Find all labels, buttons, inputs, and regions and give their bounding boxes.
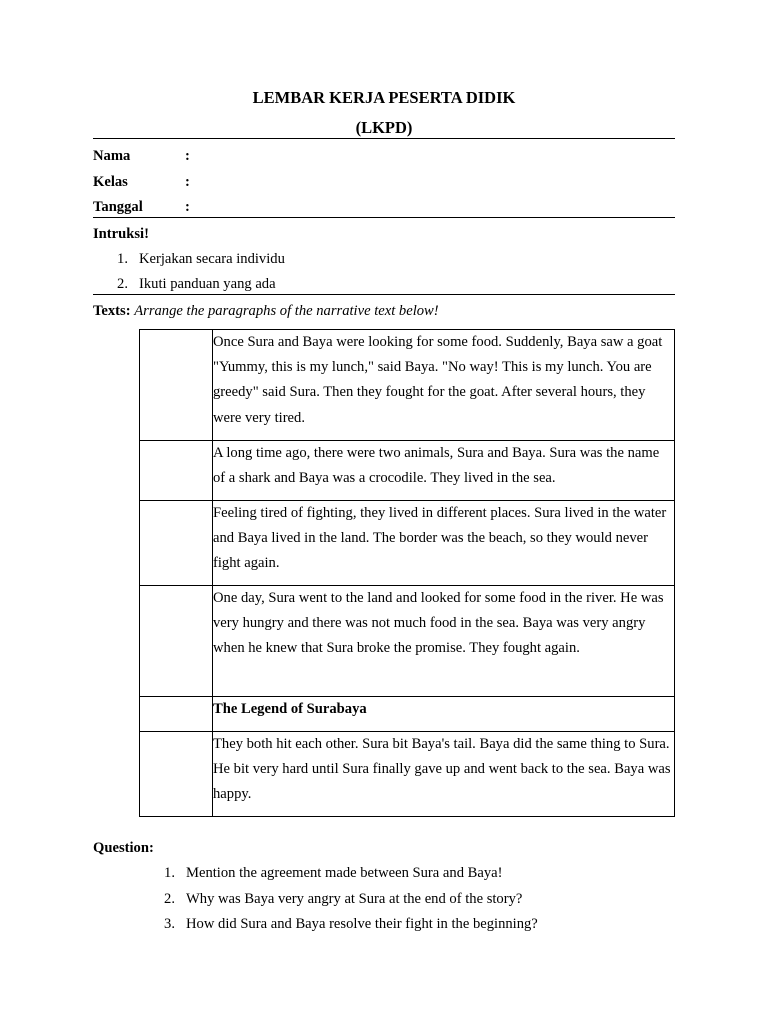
question-number: 2. — [164, 891, 175, 907]
table-row — [140, 586, 675, 697]
paragraph-cell: A long time ago, there were two animals, Sura and Baya. Sura was the name of a shark and Baya was a crocodile. They lived in the sea. — [213, 441, 675, 501]
paragraph-cell: Once Sura and Baya were looking for some food. Suddenly, Baya saw a goat "Yummy, this is my lunch," said Baya. "No way! This is my lunch. You are greedy" said Sura. Then they fought for the goat. After several hours, they were very tired. — [213, 330, 675, 441]
field-label-kelas: Kelas — [93, 174, 128, 190]
page-title: LEMBAR KERJA PESERTA DIDIK — [252, 88, 516, 107]
divider — [93, 294, 675, 295]
instruction-number: 2. — [117, 276, 128, 292]
field-colon-kelas: : — [185, 174, 190, 190]
paragraph-cell: One day, Sura went to the land and looked for some food in the river. He was very hungry and there was not much food in the sea. Baya was very angry when he knew that Sura broke the promise. They fought again. — [213, 586, 675, 697]
paragraph-cell: They both hit each other. Sura bit Baya's tail. Baya did the same thing to Sura. He bit very hard until Sura finally gave up and went back to the sea. Baya was happy. — [213, 732, 675, 817]
story-title-cell: The Legend of Surabaya — [213, 697, 675, 732]
order-number-cell[interactable] — [140, 501, 213, 586]
table-row — [140, 732, 675, 817]
question-number: 3. — [164, 916, 175, 932]
paragraph-table — [139, 329, 675, 817]
texts-prompt: Arrange the paragraphs of the narrative text below! — [134, 303, 439, 319]
instructions-label: Intruksi! — [93, 226, 149, 242]
order-number-cell[interactable] — [140, 586, 213, 697]
questions-label: Question: — [93, 840, 154, 856]
texts-label: Texts: — [93, 303, 131, 319]
divider — [93, 138, 675, 139]
texts-instruction — [93, 303, 439, 320]
question-number: 1. — [164, 865, 175, 881]
page-subtitle: (LKPD) — [355, 118, 413, 137]
order-number-cell[interactable] — [140, 330, 213, 441]
field-label-tanggal: Tanggal — [93, 199, 143, 215]
paragraph-cell: Feeling tired of fighting, they lived in different places. Sura lived in the water and Baya lived in the land. The border was the beach, so they would never fight again. — [213, 501, 675, 586]
question-item: Mention the agreement made between Sura and Baya! — [186, 865, 503, 881]
table-row — [140, 441, 675, 501]
divider — [93, 217, 675, 218]
order-number-cell[interactable] — [140, 732, 213, 817]
instruction-item: Kerjakan secara individu — [139, 251, 285, 267]
order-number-cell[interactable] — [140, 697, 213, 732]
question-item: How did Sura and Baya resolve their fight in the beginning? — [186, 916, 538, 932]
table-row — [140, 501, 675, 586]
field-colon-tanggal: : — [185, 199, 190, 215]
question-item: Why was Baya very angry at Sura at the end of the story? — [186, 891, 523, 907]
instruction-number: 1. — [117, 251, 128, 267]
field-label-nama: Nama — [93, 148, 131, 164]
table-row — [140, 697, 675, 732]
field-colon-nama: : — [185, 148, 190, 164]
table-row — [140, 330, 675, 441]
instruction-item: Ikuti panduan yang ada — [139, 276, 276, 292]
order-number-cell[interactable] — [140, 441, 213, 501]
